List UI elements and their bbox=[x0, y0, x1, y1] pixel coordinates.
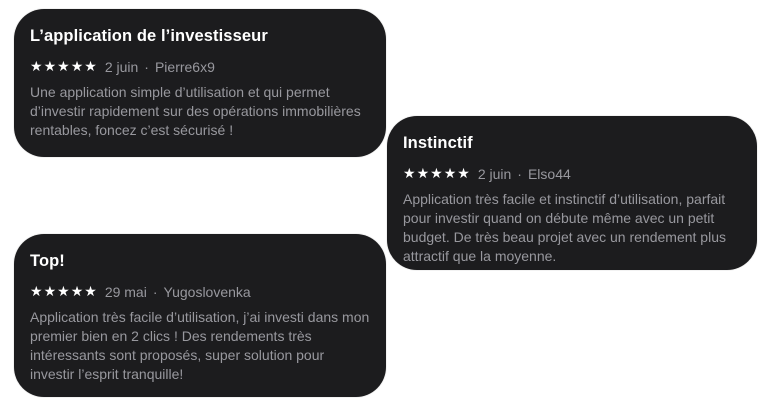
review-author: Pierre6x9 bbox=[154, 59, 215, 75]
review-meta bbox=[30, 284, 370, 300]
star-icon: ★ bbox=[403, 166, 416, 182]
review-title: Top! bbox=[30, 252, 65, 270]
review-meta bbox=[30, 59, 370, 75]
review-card-1[interactable] bbox=[14, 9, 386, 157]
star-icon: ★ bbox=[30, 59, 43, 75]
review-author: Elso44 bbox=[527, 166, 571, 182]
review-body: Application très facile et instinctif d’utilisation, parfait pour investir quand on débute même avec un petit budget. De très beau projet avec un rendement plus attractif que la moyenne. bbox=[403, 191, 726, 264]
star-icon: ★ bbox=[30, 284, 43, 300]
star-icon: ★ bbox=[84, 284, 97, 300]
meta-separator: · bbox=[517, 166, 522, 182]
review-card-2[interactable] bbox=[387, 116, 757, 270]
review-author: Yugoslovenka bbox=[163, 284, 251, 300]
review-meta bbox=[403, 166, 741, 182]
review-body: Une application simple d’utilisation et qui permet d’investir rapidement sur des opérations immobilières rentables, foncez c’est sécurisé ! bbox=[30, 84, 361, 138]
review-title: Instinctif bbox=[403, 134, 473, 152]
star-icon: ★ bbox=[70, 284, 84, 300]
star-icon: ★ bbox=[457, 166, 470, 182]
star-icon: ★ bbox=[43, 284, 57, 300]
star-rating bbox=[30, 285, 97, 299]
review-title: L’application de l’investisseur bbox=[30, 27, 268, 45]
star-icon: ★ bbox=[84, 59, 97, 75]
review-body: Application très facile d’utilisation, j’ai investi dans mon premier bien en 2 clics ! Des rendements très intéressants sont proposés, super solution pour investir l’esprit tranquille! bbox=[30, 309, 370, 382]
meta-separator: · bbox=[152, 284, 158, 300]
star-icon: ★ bbox=[43, 59, 57, 75]
review-date: 2 juin bbox=[477, 166, 512, 182]
star-icon: ★ bbox=[416, 166, 430, 182]
star-rating bbox=[403, 167, 470, 181]
star-icon: ★ bbox=[430, 166, 443, 182]
meta-separator: · bbox=[144, 59, 149, 75]
star-icon: ★ bbox=[57, 284, 70, 300]
star-icon: ★ bbox=[443, 166, 457, 182]
star-rating bbox=[30, 60, 97, 74]
review-date: 2 juin bbox=[104, 59, 139, 75]
review-date: 29 mai bbox=[104, 284, 147, 300]
star-icon: ★ bbox=[70, 59, 84, 75]
star-icon: ★ bbox=[57, 59, 70, 75]
review-card-3[interactable] bbox=[14, 234, 386, 397]
